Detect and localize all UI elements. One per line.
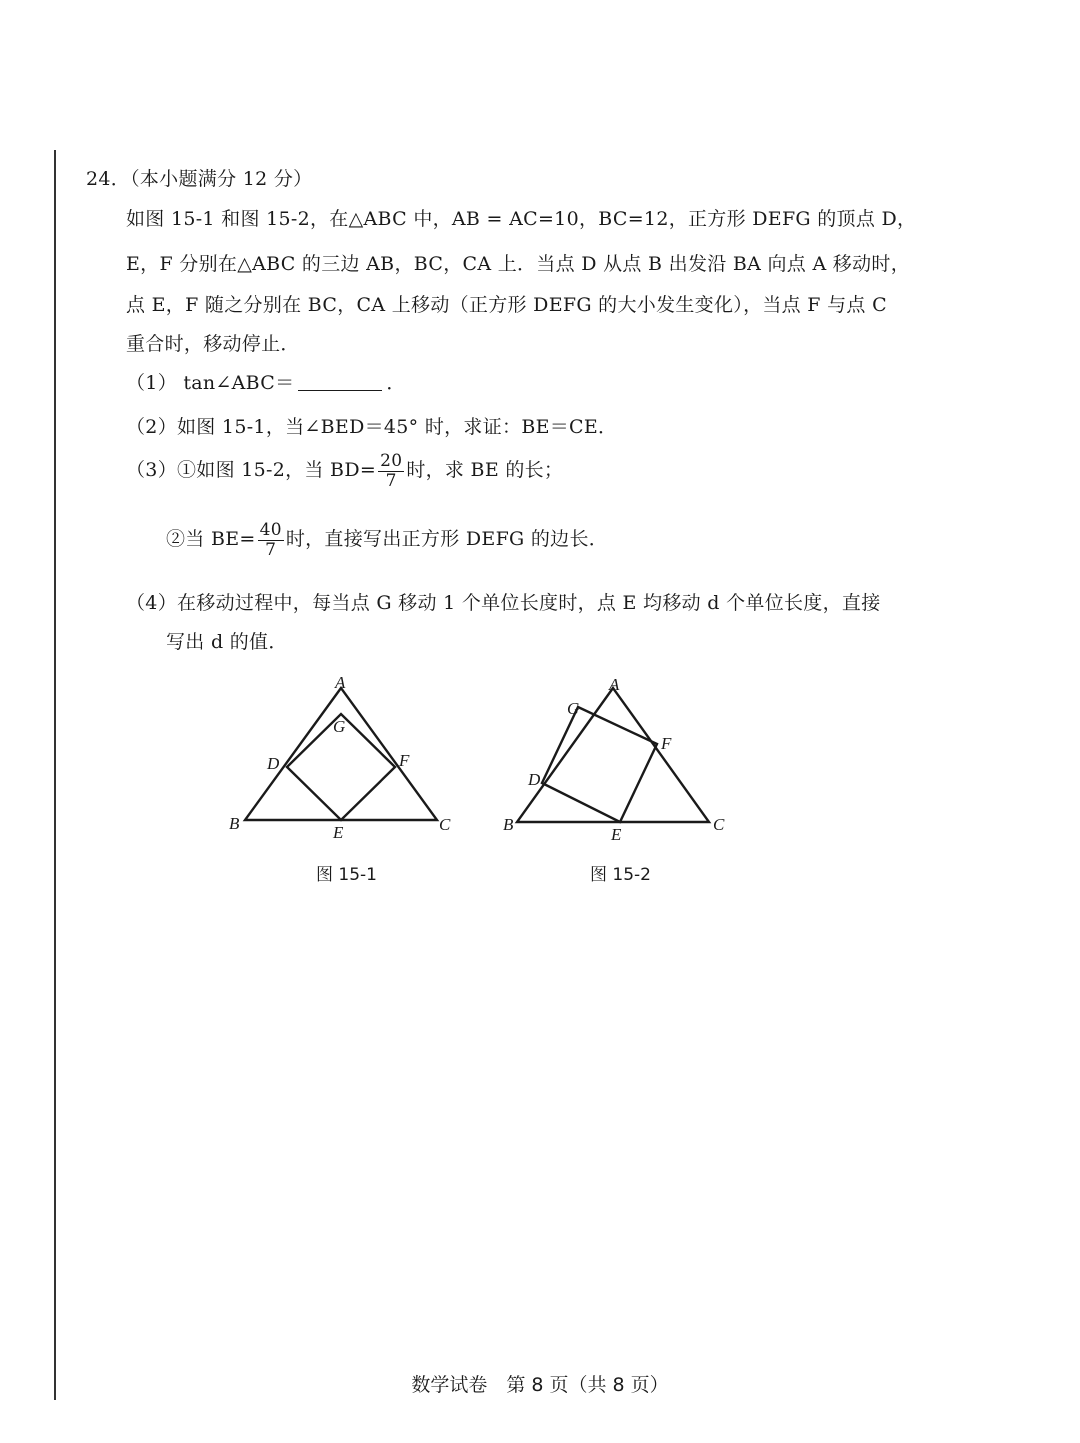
figure-15-1 [225, 670, 465, 850]
question-header: 24．（本小题满分 12 分） [86, 168, 313, 190]
label-b: B [503, 815, 514, 834]
part-1-text: （1） tan∠ABC＝ [126, 372, 295, 394]
figure-15-1-caption: 图 15-1 [316, 865, 377, 885]
label-b: B [229, 814, 240, 833]
label-c: C [439, 815, 451, 834]
label-a: A [609, 675, 620, 694]
label-a: A [335, 673, 346, 692]
question-line-4: 重合时，移动停止． [126, 333, 300, 355]
label-e: E [611, 825, 622, 844]
part-4-line-2: 写出 d 的值． [166, 631, 288, 653]
fraction-numerator: 40 [259, 520, 282, 540]
label-c: C [713, 815, 725, 834]
part-3-1-prefix: （3）①如图 15-2，当 BD= [126, 459, 377, 482]
question-line-3: 点 E，F 随之分别在 BC，CA 上移动（正方形 DEFG 的大小发生变化），当点 F 与点 C [126, 294, 887, 316]
fraction-40-7 [258, 521, 284, 559]
fraction-denominator: 7 [385, 470, 397, 491]
part-3-2-suffix: 时，直接写出正方形 DEFG 的边长． [285, 528, 609, 551]
part-1-suffix: ． [386, 372, 406, 394]
question-line-1: 如图 15-1 和图 15-2，在△ABC 中，AB = AC=10，BC=12，正方形 DEFG 的顶点 D， [126, 208, 917, 230]
part-3-1 [126, 452, 563, 490]
triangle-abc [517, 688, 709, 822]
question-line-2: E，F 分别在△ABC 的三边 AB，BC，CA 上．当点 D 从点 B 出发沿 BA 向点 A 移动时， [126, 253, 911, 275]
label-d: D [528, 770, 541, 789]
figure-15-2-caption: 图 15-2 [590, 865, 651, 885]
fraction-20-7 [378, 452, 404, 490]
part-2: （2）如图 15-1，当∠BED＝45° 时，求证：BE＝CE． [126, 416, 618, 438]
page-footer: 数学试卷 第 8 页（共 8 页） [411, 1374, 669, 1396]
label-g: G [333, 717, 346, 736]
margin-line [54, 150, 56, 1400]
part-3-2-prefix: ②当 BE= [166, 528, 256, 551]
label-f: F [399, 751, 410, 770]
label-g: G [567, 699, 580, 718]
figure-15-2 [495, 670, 740, 850]
label-d: D [267, 754, 280, 773]
fraction-denominator: 7 [265, 539, 277, 560]
part-3-2 [166, 521, 608, 559]
part-4-line-1: （4）在移动过程中，每当点 G 移动 1 个单位长度时，点 E 均移动 d 个单位长度，直接 [126, 592, 881, 614]
part-3-1-suffix: 时，求 BE 的长； [406, 459, 564, 482]
label-e: E [333, 823, 344, 842]
fraction-numerator: 20 [380, 451, 403, 471]
answer-blank [298, 390, 382, 391]
label-f: F [661, 734, 672, 753]
part-1 [126, 368, 406, 395]
